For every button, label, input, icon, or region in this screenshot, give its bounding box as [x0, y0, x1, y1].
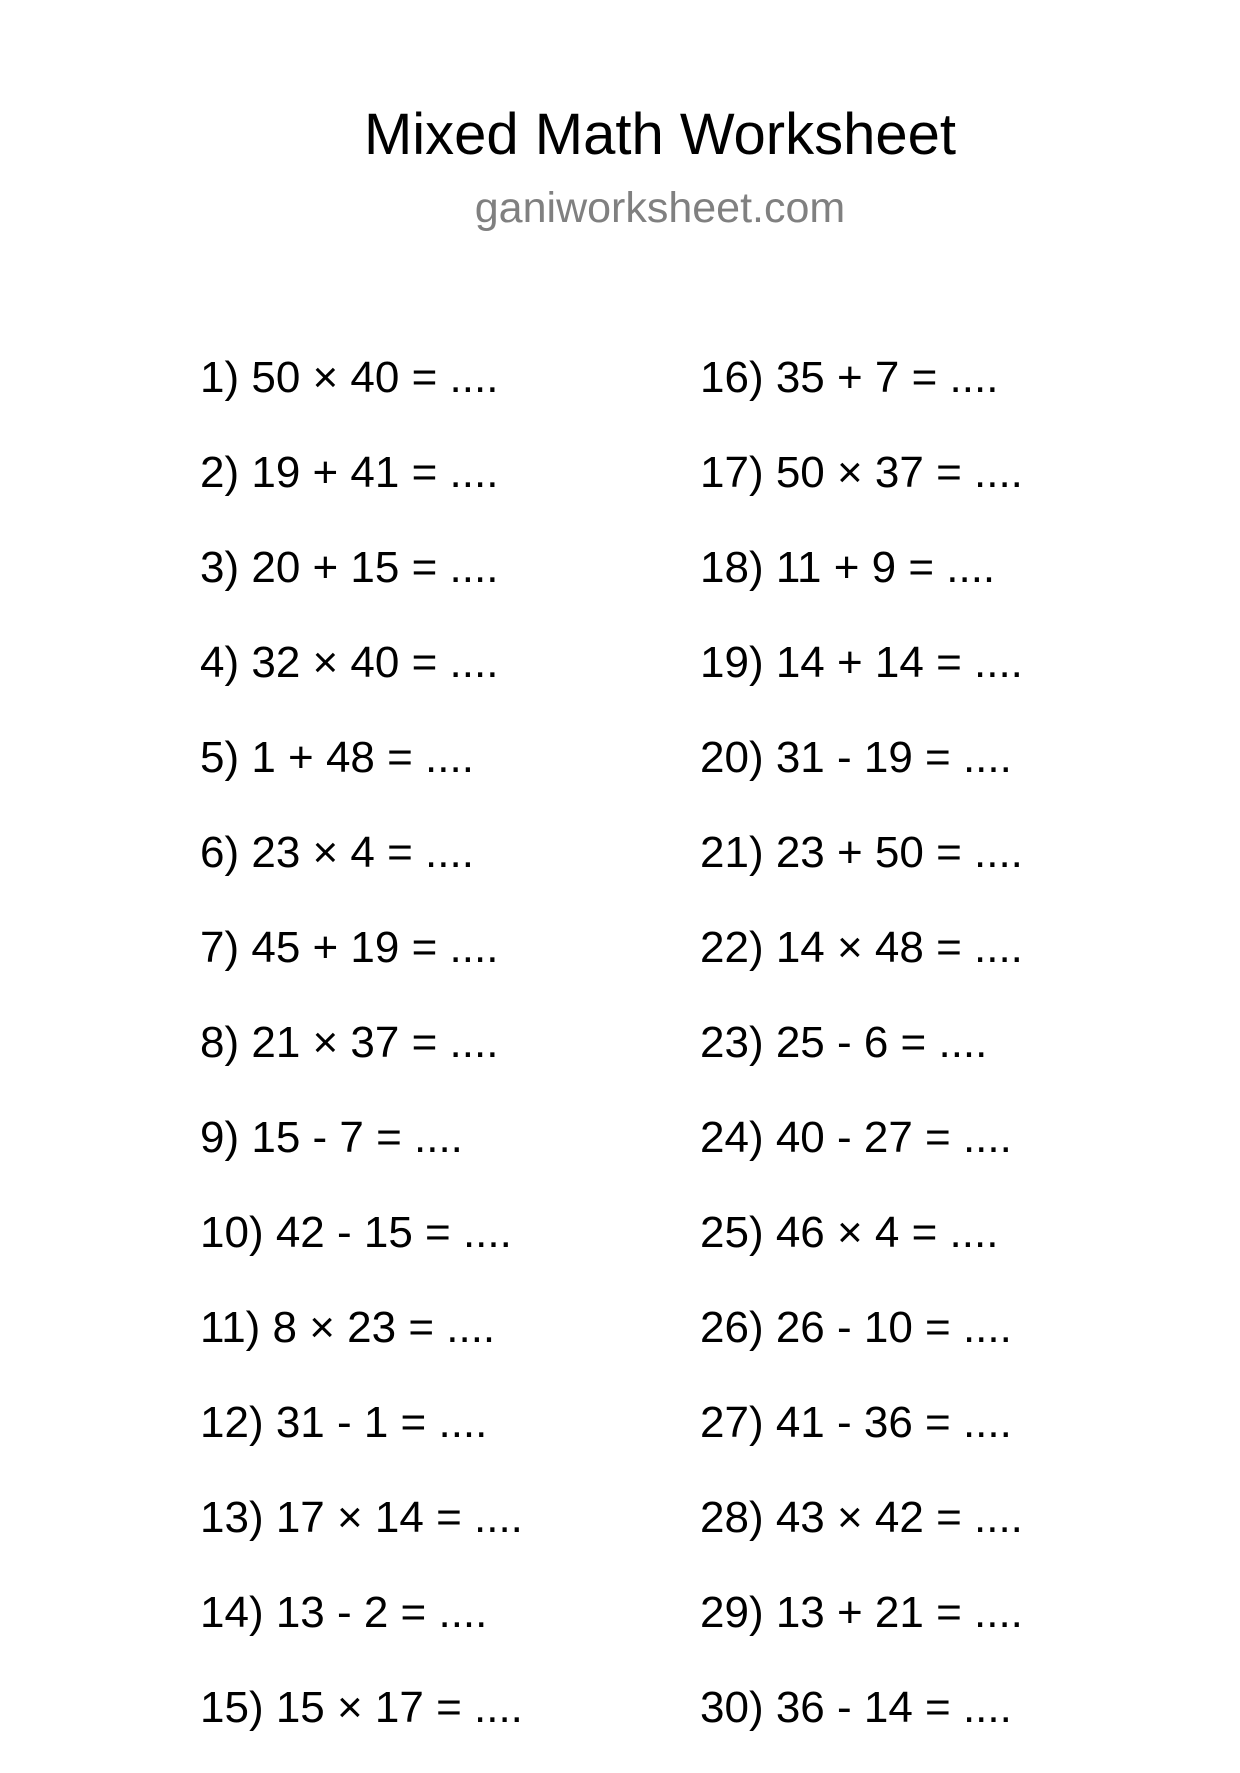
problem-item: 29) 13 + 21 = .... — [700, 1588, 1023, 1637]
problem-item: 25) 46 × 4 = .... — [700, 1208, 999, 1257]
problem-item: 23) 25 - 6 = .... — [700, 1018, 988, 1067]
problem-item: 3) 20 + 15 = .... — [200, 543, 499, 592]
problem-column-right — [700, 348, 1023, 1773]
problem-item: 7) 45 + 19 = .... — [200, 923, 499, 972]
problem-item: 26) 26 - 10 = .... — [700, 1303, 1012, 1352]
problem-item: 10) 42 - 15 = .... — [200, 1208, 512, 1257]
page-title: Mixed Math Worksheet — [363, 102, 957, 167]
problem-item: 20) 31 - 19 = .... — [700, 733, 1012, 782]
problem-item: 12) 31 - 1 = .... — [200, 1398, 488, 1447]
problem-item: 27) 41 - 36 = .... — [700, 1398, 1012, 1447]
problem-item: 1) 50 × 40 = .... — [200, 353, 499, 402]
problem-item: 14) 13 - 2 = .... — [200, 1588, 488, 1637]
website-label: ganiworksheet.com — [474, 184, 846, 232]
problem-item: 13) 17 × 14 = .... — [200, 1493, 523, 1542]
problem-item: 30) 36 - 14 = .... — [700, 1683, 1012, 1732]
problem-item: 22) 14 × 48 = .... — [700, 923, 1023, 972]
problem-item: 17) 50 × 37 = .... — [700, 448, 1023, 497]
problem-item: 15) 15 × 17 = .... — [200, 1683, 523, 1732]
problem-item: 2) 19 + 41 = .... — [200, 448, 499, 497]
problem-item: 16) 35 + 7 = .... — [700, 353, 999, 402]
problem-column-left — [200, 348, 523, 1773]
problem-item: 21) 23 + 50 = .... — [700, 828, 1023, 877]
problem-item: 28) 43 × 42 = .... — [700, 1493, 1023, 1542]
problem-item: 19) 14 + 14 = .... — [700, 638, 1023, 687]
problem-item: 4) 32 × 40 = .... — [200, 638, 499, 687]
problem-item: 18) 11 + 9 = .... — [700, 543, 996, 592]
problem-item: 8) 21 × 37 = .... — [200, 1018, 499, 1067]
problem-list — [200, 348, 1100, 1732]
problem-item: 11) 8 × 23 = .... — [200, 1303, 496, 1352]
problem-item: 6) 23 × 4 = .... — [200, 828, 474, 877]
problem-item: 24) 40 - 27 = .... — [700, 1113, 1012, 1162]
problem-item: 5) 1 + 48 = .... — [200, 733, 474, 782]
problem-item: 9) 15 - 7 = .... — [200, 1113, 463, 1162]
